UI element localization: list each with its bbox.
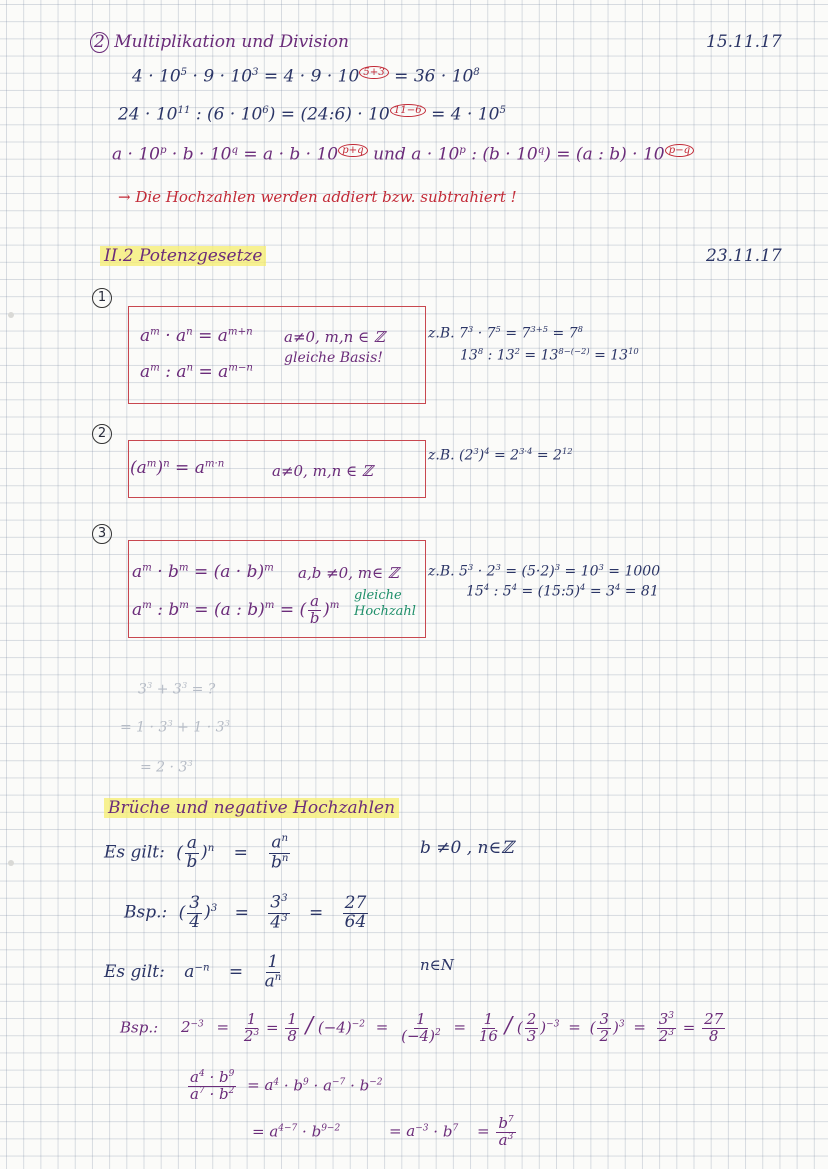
rule3-condition: a,b ≠0, m∈ ℤ — [298, 564, 399, 582]
circled-exponent: 11−6 — [390, 104, 426, 117]
faint-line-1: $3^3 + 3^3$ = ? — [138, 680, 216, 698]
section-mult-title: Multiplikation und Division — [114, 32, 349, 52]
rule3-law1: $a^m \cdot b^m = (a \cdot b)^m$ — [132, 562, 274, 582]
mult-note: → Die Hochzahlen werden addiert bzw. subtrahiert ! — [118, 188, 517, 206]
rule1-example1: z.B. $7^3 \cdot 7^5 = 7^{3+5} = 7^8$ — [428, 324, 583, 342]
rule1-condition: a≠0, m,n ∈ ℤ — [284, 328, 385, 346]
rule1-law1: $a^m \cdot a^n = a^{m+n}$ — [140, 326, 253, 346]
rule1-law2: $a^m$ : $a^n = a^{m-n}$ — [140, 362, 253, 382]
rule2-law: $(a^m)^n = a^{m\cdot n}$ — [130, 458, 225, 478]
rule1-note: gleiche Basis! — [284, 350, 383, 366]
rule2-condition: a≠0, m,n ∈ ℤ — [272, 462, 373, 480]
rule3-example2: $15^4$ : $5^4$ = (15:5)$^4$ = $3^4 = 81$ — [466, 582, 659, 600]
rule3-example1: z.B. $5^3 \cdot 2^3 = (5\cdot 2)^3 = 10^3 = 1000$ — [428, 562, 661, 580]
circled-exponent: p+q — [338, 144, 368, 157]
section-fractions-title: Brüche und negative Hochzahlen — [104, 798, 399, 818]
fraction-rule-2-condition: n∈N — [420, 956, 454, 974]
fraction-rule-1: Es gilt: ( $\frac{a}{b}$ )$^n$ = $\frac{a^n}{b^n}$ — [104, 832, 289, 873]
section-power-title: II.2 Potenzgesetze — [100, 246, 266, 266]
rule3-law2: $a^m$ : $b^m = (a$ : b)$^m$ = ( $\frac{a}{b}$ )$^m$ — [132, 592, 340, 627]
rule-number-3: 3 — [92, 524, 112, 544]
fraction-example-3-line2: = $a^{4-7} \cdot b^{9-2} = a^{-3} \cdot b^7$ = $\frac{b^7}{a^3}$ — [252, 1114, 514, 1149]
rule1-example2: $13^8$ : $13^2 = 13^{8-(-2)} = 13^{10}$ — [460, 346, 639, 364]
rule3-note-2: Hochzahl — [354, 604, 416, 619]
rule-number-1: 1 — [92, 288, 112, 308]
rule2-example: z.B. $(2^3)^4 = 2^{3\cdot 4} = 2^{12}$ — [428, 446, 573, 464]
fraction-rule-1-condition: b ≠0 , n∈ℤ — [420, 838, 514, 858]
fraction-example-3-line1: $\frac{a^4 \cdot b^9}{a^7 \cdot b^2}$ = $a^4 \cdot b^9 \cdot a^{-7} \cdot b^{-2}$ — [190, 1068, 383, 1103]
fraction-example-2: Bsp.: $2^{-3}$ = $\frac{1}{2^3}$ = $\frac{1}{8}$ / $(-4)^{-2}$ = $\frac{1}{(-4)^2}$ = $\frac{1}{16}$ / ( $\frac{2}{3}$ )$^{-3}$ = ( $\frac{3}{2}$ )$^3$ = $\frac{3^3}{2^3}$ = $\frac{27}{8}$ — [120, 1010, 724, 1045]
fraction-example-1: Bsp.: ( $\frac{3}{4}$ )$^3$ = $\frac{3^3}{4^3}$ = $\frac{27}{64}$ — [124, 892, 367, 933]
mult-line-3: $a \cdot 10^p \cdot b \cdot 10^q = a \cdot b \cdot 10$ $^{p+q}$ und $a \cdot 10^p$ : $(b \cdot 10^q) = (a$ : b) · 10 $^{p-q}$ — [112, 144, 694, 165]
mult-line-2: $24 \cdot 10^{11}$ : $(6 \cdot 10^6)$ = (24:6) · 10 $^{11-6} = 4 \cdot 10^5$ — [118, 104, 506, 125]
rule-number-2: 2 — [92, 424, 112, 444]
rule3-note-1: gleiche — [354, 588, 402, 603]
date-first: 15.11.17 — [706, 32, 782, 52]
faint-line-3: = $2 \cdot 3^3$ — [140, 758, 193, 776]
circled-exponent: 5+3 — [359, 66, 389, 79]
punch-hole — [8, 312, 14, 318]
circled-exponent: p−q — [665, 144, 695, 157]
fraction-rule-2: Es gilt: $a^{-n}$ = $\frac{1}{a^n}$ — [104, 952, 282, 992]
faint-line-2: = $1 \cdot 3^3 + 1 \cdot 3^3$ — [120, 718, 230, 736]
section-mult-heading — [90, 32, 349, 53]
punch-hole — [8, 860, 14, 866]
mult-line-1: $4 \cdot 10^5 \cdot 9 \cdot 10^3 = 4 \cdot 9 \cdot 10$ $^{5+3} = 36 \cdot 10^8$ — [132, 66, 480, 87]
date-second: 23.11.17 — [706, 246, 782, 266]
section-number: 2 — [90, 32, 109, 53]
